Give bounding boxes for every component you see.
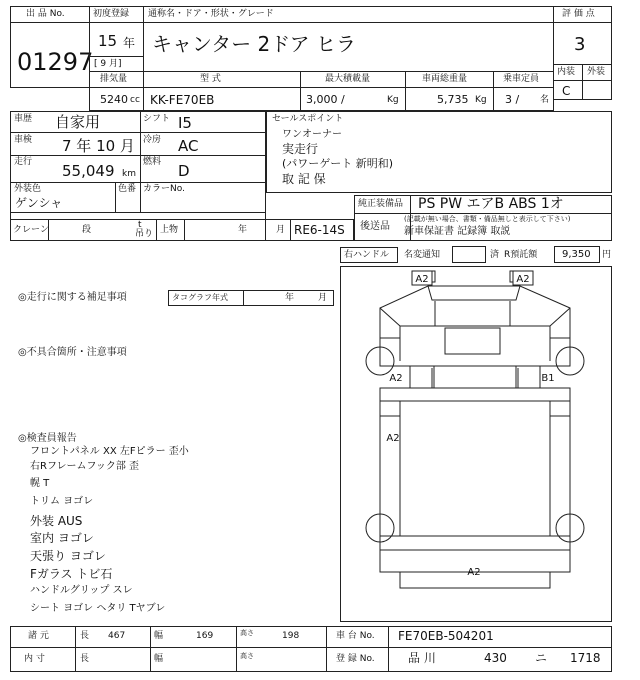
max-load: 3,000 / — [306, 93, 345, 106]
tacho-year-unit: 年 — [285, 293, 295, 303]
name-change-label: 名変通知 — [404, 250, 441, 260]
damage-mark: B1 — [541, 373, 555, 384]
capacity-label: 乗車定員 — [503, 74, 540, 84]
crane-ton-unit: t — [138, 220, 142, 230]
crane-label: クレーン — [13, 225, 49, 235]
inspector-report-line: Fガラス トビ石 — [30, 567, 113, 581]
gross-weight-label: 車両総重量 — [422, 74, 468, 84]
score-label: 評 価 点 — [562, 9, 595, 19]
color-no-label2: カラーNo. — [143, 184, 185, 194]
damage-mark: A2 — [389, 373, 403, 384]
sales-point-line: ワンオーナー — [282, 129, 342, 140]
length-unit: 長 — [80, 631, 90, 641]
inspection-value: 7 年 10 月 — [62, 137, 135, 155]
ac-value: AC — [178, 137, 199, 155]
crane-stage-unit: 段 — [82, 225, 92, 235]
lift-model: RE6-14S — [294, 223, 345, 237]
crane-lift-unit: 吊り — [135, 229, 154, 239]
driving-notes-label: ◎走行に関する補足事項 — [18, 292, 127, 303]
mileage-label: 走行 — [14, 157, 33, 167]
height-value: 198 — [282, 631, 300, 641]
reg-kana: ニ — [535, 651, 548, 665]
height-unit: 高さ — [240, 629, 254, 637]
history-label: 車歴 — [14, 114, 33, 124]
fuel-label: 燃料 — [143, 157, 162, 167]
exterior-label: 外装 — [587, 67, 606, 77]
docs-note: (記載が無い場合、書類・備品無しと表示して下さい) — [404, 215, 571, 223]
inspector-report-label: ◎検査員報告 — [18, 433, 77, 444]
reg-region: 品 川 — [408, 651, 436, 665]
mileage-unit: km — [122, 169, 136, 179]
inspector-report-line: トリム ヨゴレ — [30, 496, 94, 507]
tacho-month-unit: 月 — [318, 293, 328, 303]
inspector-report-line: 天張り ヨゴレ — [30, 549, 106, 563]
fuel-value: D — [178, 162, 190, 180]
inspector-report-line: シート ヨゴレ ヘタリ Tヤブレ — [30, 603, 166, 614]
interior-dims-label: 内 寸 — [24, 654, 45, 664]
reg-number: 1718 — [570, 651, 601, 665]
recycle-unit: 円 — [602, 250, 612, 260]
gross-weight-unit: Kg — [475, 95, 487, 105]
defect-notes-label: ◎不具合箇所・注意事項 — [18, 347, 127, 358]
inspector-report-line: 外装 AUS — [30, 514, 83, 528]
inspection-label: 車検 — [14, 135, 33, 145]
inspector-report-line: 室内 ヨゴレ — [30, 531, 94, 545]
interior-width-unit: 幅 — [154, 654, 164, 664]
width-value: 169 — [196, 631, 214, 641]
displacement: 5240 — [100, 93, 128, 106]
ext-color-value: ゲンシャ — [15, 196, 63, 210]
recycle-amount: 9,350 — [562, 249, 591, 260]
interior-height-unit: 高さ — [240, 652, 254, 660]
damage-mark: A2 — [516, 274, 530, 285]
footer-box — [10, 626, 612, 672]
lot-label: 出 品 No. — [26, 9, 65, 19]
shift-label: シフト — [143, 114, 171, 124]
interior-length-unit: 長 — [80, 654, 90, 664]
gross-weight: 5,735 — [437, 93, 469, 106]
sales-point-line: 実走行 — [282, 142, 319, 156]
mileage-value: 55,049 — [62, 162, 115, 180]
inspector-report-line: 右Rフレームフック部 歪 — [30, 461, 140, 472]
docs-label: 後送品 — [360, 221, 390, 232]
sales-point-line: 取 記 保 — [282, 172, 326, 186]
car-name-label: 通称名・ドア・形状・グレード — [148, 9, 274, 19]
reg-label: 登 録 No. — [336, 654, 375, 664]
displacement-label: 排気量 — [100, 74, 128, 84]
inspector-report-line: フロントパネル XX 左Fピラー 歪小 — [30, 446, 189, 457]
damage-mark: A2 — [415, 274, 429, 285]
shift-value: I5 — [178, 114, 192, 132]
score: 3 — [574, 34, 586, 55]
model-label: 型 式 — [200, 74, 221, 84]
inspector-report-line: ハンドルグリップ スレ — [30, 585, 133, 596]
recycle-amount-label: R預託額 — [504, 250, 538, 260]
chassis-value: FE70EB-504201 — [398, 629, 494, 643]
dims-label: 諸 元 — [28, 631, 49, 641]
recycle-label: 済 — [490, 250, 500, 260]
first-reg-year: 15 — [98, 32, 118, 50]
displacement-unit: cc — [130, 95, 140, 105]
truck-diagram — [340, 266, 612, 622]
model: KK-FE70EB — [150, 93, 215, 107]
interior-grade: C — [562, 84, 571, 98]
chassis-label: 車 台 No. — [336, 631, 375, 641]
genuine-value: PS PW エアB ABS 1オ — [418, 196, 564, 212]
car-name: キャンター 2ドア ヒラ — [152, 32, 357, 56]
tacho-label: タコグラフ年式 — [172, 293, 228, 302]
sales-points-label: セールスポイント — [272, 114, 344, 124]
genuine-label: 純正装備品 — [358, 199, 404, 209]
year-unit: 年 — [123, 36, 136, 50]
first-reg-month: [ 9 月] — [94, 59, 122, 69]
history-value: 自家用 — [55, 113, 101, 131]
sales-point-line: (パワーゲート 新明和) — [282, 157, 394, 170]
damage-mark: A2 — [467, 567, 481, 578]
reg-class: 430 — [484, 651, 507, 665]
lot-number: 01297 — [17, 48, 94, 76]
damage-mark: A2 — [386, 433, 400, 444]
handle-value: 右ハンドル — [344, 250, 390, 260]
max-load-label: 最大積載量 — [325, 74, 371, 84]
width-unit: 幅 — [154, 631, 164, 641]
interior-label: 内装 — [557, 67, 576, 77]
capacity: 3 / — [505, 93, 520, 106]
name-change-box — [452, 246, 486, 263]
first-reg-label: 初度登録 — [93, 9, 130, 19]
ext-color-label: 外装色 — [14, 184, 42, 194]
capacity-unit: 名 — [540, 95, 550, 105]
lift-year-unit: 年 — [238, 225, 248, 235]
max-load-unit: Kg — [387, 95, 399, 105]
inspector-report-line: 幌 T — [30, 478, 50, 489]
length-value: 467 — [108, 631, 126, 641]
color-no-label: 色番 — [118, 184, 137, 194]
docs-value: 新車保証書 記録簿 取説 — [404, 226, 511, 237]
ac-label: 冷房 — [143, 135, 162, 145]
lift-month-unit: 月 — [276, 225, 286, 235]
lift-label: 上物 — [160, 225, 179, 235]
